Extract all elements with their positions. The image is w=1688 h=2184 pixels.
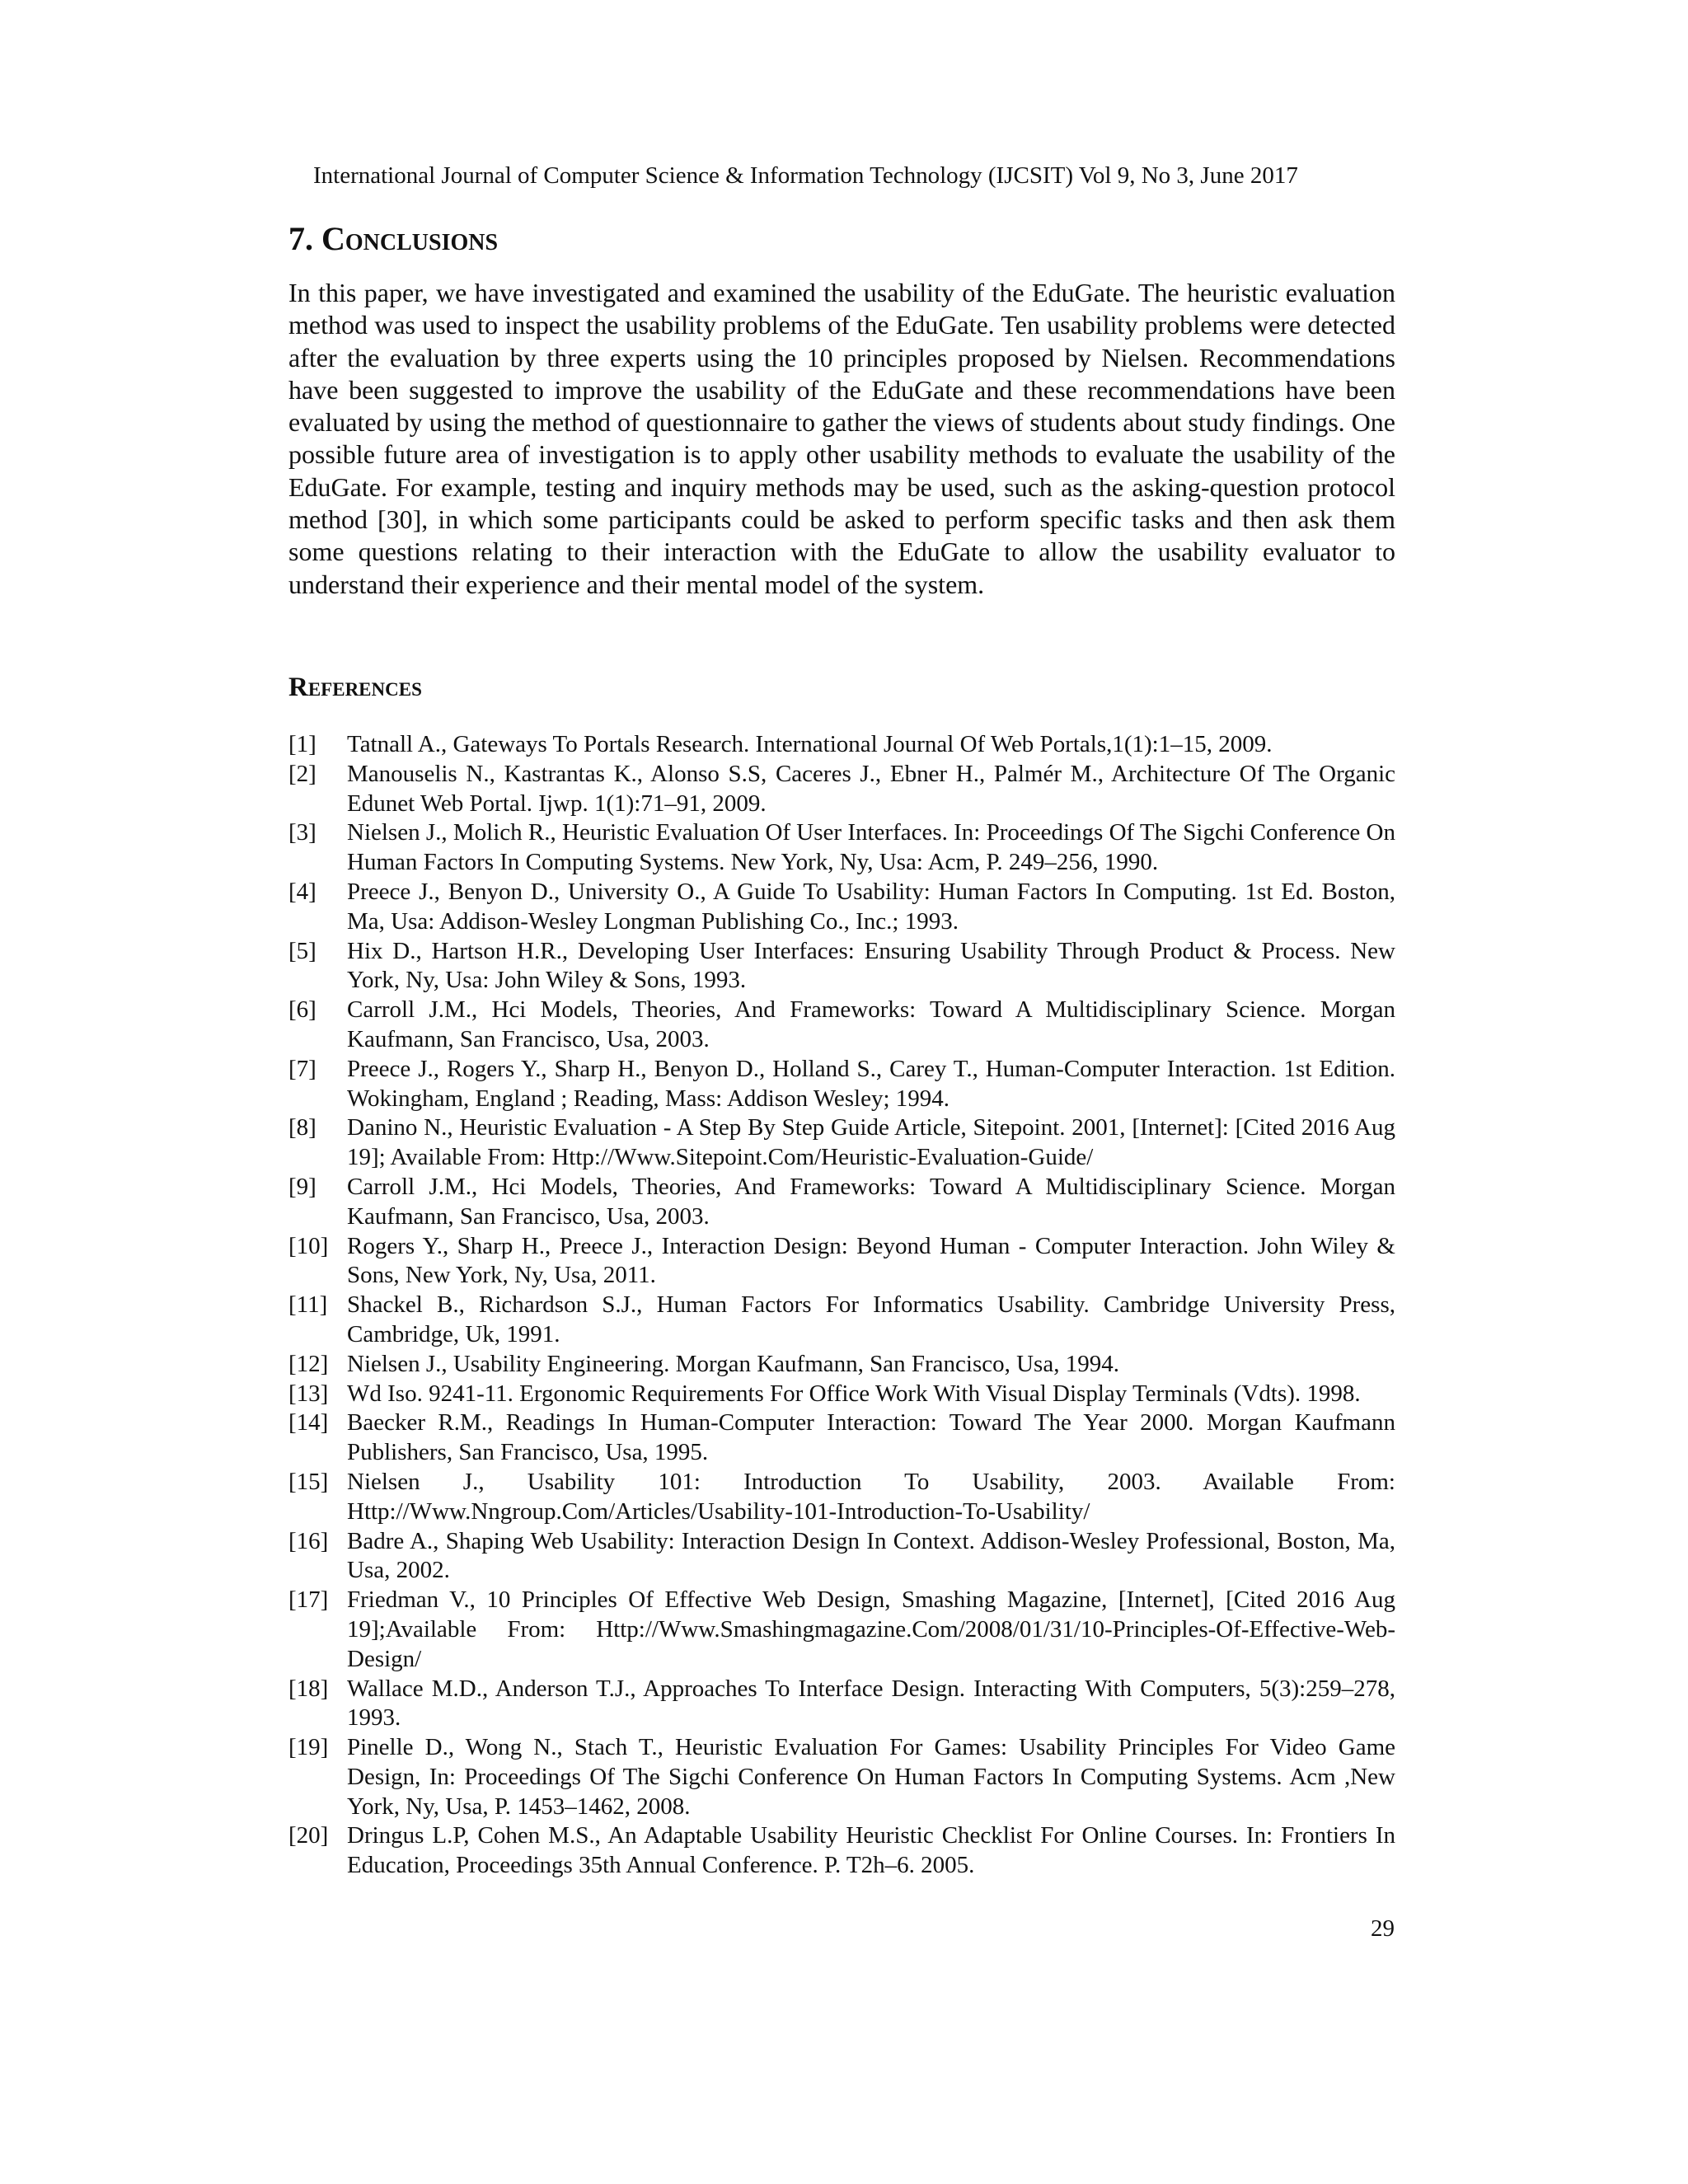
reference-item xyxy=(288,1113,1395,1173)
reference-number: [17] xyxy=(288,1586,329,1614)
reference-text: Badre A., Shaping Web Usability: Interaction Design In Context. Addison-Wesley Professional, Boston, Ma, Usa, 2002. xyxy=(347,1527,1395,1584)
reference-number: [14] xyxy=(288,1409,329,1436)
reference-text: Danino N., Heuristic Evaluation - A Step By Step Guide Article, Sitepoint. 2001, [Internet]: [Cited 2016 Aug 19]; Available From: Http://Www.Sitepoint.Com/Heuristic-Evaluation-Guide/ xyxy=(347,1114,1395,1171)
reference-number: [9] xyxy=(288,1173,316,1200)
reference-number: [10] xyxy=(288,1232,329,1259)
reference-number: [18] xyxy=(288,1675,329,1702)
reference-text: Pinelle D., Wong N., Stach T., Heuristic Evaluation For Games: Usability Principles For Video Game Design, In: Proceedings Of The Sigchi Conference On Human Factors In Computing Systems. Acm ,New York, Ny, Usa, P. 1453–1462, 2008. xyxy=(347,1734,1395,1820)
reference-item xyxy=(288,1821,1395,1881)
reference-text: Carroll J.M., Hci Models, Theories, And Frameworks: Toward A Multidisciplinary Science. Morgan Kaufmann, San Francisco, Usa, 2003. xyxy=(347,1173,1395,1230)
conclusions-section xyxy=(288,219,1395,601)
reference-item xyxy=(288,1733,1395,1821)
section-number: 7. xyxy=(288,220,321,257)
section-title-initial: C xyxy=(321,220,345,257)
reference-item xyxy=(288,1586,1395,1674)
reference-item xyxy=(288,996,1395,1055)
references-heading: References xyxy=(288,673,422,702)
reference-item xyxy=(288,1055,1395,1114)
reference-number: [6] xyxy=(288,996,316,1024)
reference-item xyxy=(288,760,1395,819)
reference-item xyxy=(288,1232,1395,1291)
reference-text: Nielsen J., Molich R., Heuristic Evaluation Of User Interfaces. In: Proceedings Of The Sigchi Conference On Human Factors In Computing Systems. New York, Ny, Usa: Acm, P. 249–256, 1990. xyxy=(347,819,1395,876)
reference-text: Friedman V., 10 Principles Of Effective Web Design, Smashing Magazine, [Internet], [Cited 2016 Aug 19];Available From: Http://Www.Smashingmagazine.Com/2008/01/31/10-Principles-Of-Effective-Web-Design/ xyxy=(347,1586,1395,1672)
reference-text: Carroll J.M., Hci Models, Theories, And Frameworks: Toward A Multidisciplinary Science. Morgan Kaufmann, San Francisco, Usa, 2003. xyxy=(347,996,1395,1052)
reference-number: [5] xyxy=(288,937,316,964)
reference-text: Dringus L.P, Cohen M.S., An Adaptable Usability Heuristic Checklist For Online Courses. In: Frontiers In Education, Proceedings 35th Annual Conference. P. T2h–6. 2005. xyxy=(347,1822,1395,1879)
reference-text: Shackel B., Richardson S.J., Human Factors For Informatics Usability. Cambridge University Press, Cambridge, Uk, 1991. xyxy=(347,1291,1395,1347)
reference-number: [13] xyxy=(288,1380,329,1407)
reference-text: Hix D., Hartson H.R., Developing User Interfaces: Ensuring Usability Through Product & Process. New York, Ny, Usa: John Wiley & Sons, 1993. xyxy=(347,937,1395,994)
section-title-rest: onclusions xyxy=(345,220,499,257)
reference-item xyxy=(288,1350,1395,1380)
running-header: International Journal of Computer Science & Information Technology (IJCSIT) Vol 9, No 3, June 2017 xyxy=(313,162,1298,189)
reference-number: [15] xyxy=(288,1468,329,1495)
reference-number: [3] xyxy=(288,819,316,846)
reference-item xyxy=(288,1408,1395,1468)
reference-item xyxy=(288,1291,1395,1350)
conclusions-heading xyxy=(288,219,1395,259)
reference-number: [16] xyxy=(288,1527,329,1554)
reference-list xyxy=(288,730,1395,1881)
reference-item xyxy=(288,1173,1395,1232)
reference-text: Tatnall A., Gateways To Portals Research. International Journal Of Web Portals,1(1):1–15, 2009. xyxy=(347,731,1273,757)
reference-text: Preece J., Benyon D., University O., A Guide To Usability: Human Factors In Computing. 1st Ed. Boston, Ma, Usa: Addison-Wesley Longman Publishing Co., Inc.; 1993. xyxy=(347,878,1395,935)
reference-text: Manouselis N., Kastrantas K., Alonso S.S, Caceres J., Ebner H., Palmér M., Architecture Of The Organic Edunet Web Portal. Ijwp. 1(1):71–91, 2009. xyxy=(347,760,1395,817)
reference-number: [7] xyxy=(288,1055,316,1082)
references-section xyxy=(288,669,1395,1881)
reference-number: [20] xyxy=(288,1822,329,1849)
reference-item xyxy=(288,818,1395,878)
reference-item xyxy=(288,1468,1395,1527)
reference-text: Baecker R.M., Readings In Human-Computer Interaction: Toward The Year 2000. Morgan Kaufmann Publishers, San Francisco, Usa, 1995. xyxy=(347,1409,1395,1466)
reference-text: Nielsen J., Usability 101: Introduction To Usability, 2003. Available From: Http://Www.Nngroup.Com/Articles/Usability-101-Introduction-To-Usability/ xyxy=(347,1468,1395,1525)
conclusions-paragraph: In this paper, we have investigated and examined the usability of the EduGate. The heuristic evaluation method was used to inspect the usability problems of the EduGate. Ten usability problems were detected after the evaluation by three experts using the 10 principles proposed by Nielsen. Recommendations have been suggested to improve the usability of the EduGate and these recommendations have been evaluated by using the method of questionnaire to gather the views of students about study findings. One possible future area of investigation is to apply other usability methods to evaluate the usability of the EduGate. For example, testing and inquiry methods may be used, such as the asking-question protocol method [30], in which some participants could be asked to perform specific tasks and then ask them some questions relating to their interaction with the EduGate to allow the usability evaluator to understand their experience and their mental model of the system. xyxy=(288,278,1395,599)
reference-number: [2] xyxy=(288,760,316,787)
reference-item xyxy=(288,878,1395,937)
page-number: 29 xyxy=(1371,1915,1395,1942)
reference-number: [8] xyxy=(288,1114,316,1141)
reference-item xyxy=(288,937,1395,996)
reference-text: Rogers Y., Sharp H., Preece J., Interaction Design: Beyond Human - Computer Interaction. John Wiley & Sons, New York, Ny, Usa, 2011. xyxy=(347,1232,1395,1289)
reference-number: [19] xyxy=(288,1734,329,1761)
reference-text: Preece J., Rogers Y., Sharp H., Benyon D., Holland S., Carey T., Human-Computer Interaction. 1st Edition. Wokingham, England ; Reading, Mass: Addison Wesley; 1994. xyxy=(347,1055,1395,1112)
reference-item xyxy=(288,1527,1395,1586)
reference-item xyxy=(288,1675,1395,1734)
reference-text: Wd Iso. 9241-11. Ergonomic Requirements For Office Work With Visual Display Terminals (Vdts). 1998. xyxy=(347,1380,1361,1407)
reference-item xyxy=(288,1380,1395,1409)
reference-number: [1] xyxy=(288,731,316,757)
reference-number: [4] xyxy=(288,878,316,905)
reference-text: Nielsen J., Usability Engineering. Morgan Kaufmann, San Francisco, Usa, 1994. xyxy=(347,1350,1119,1377)
reference-number: [12] xyxy=(288,1350,329,1377)
reference-item xyxy=(288,730,1395,760)
reference-number: [11] xyxy=(288,1291,328,1319)
reference-text: Wallace M.D., Anderson T.J., Approaches To Interface Design. Interacting With Computers, 5(3):259–278, 1993. xyxy=(347,1675,1395,1732)
